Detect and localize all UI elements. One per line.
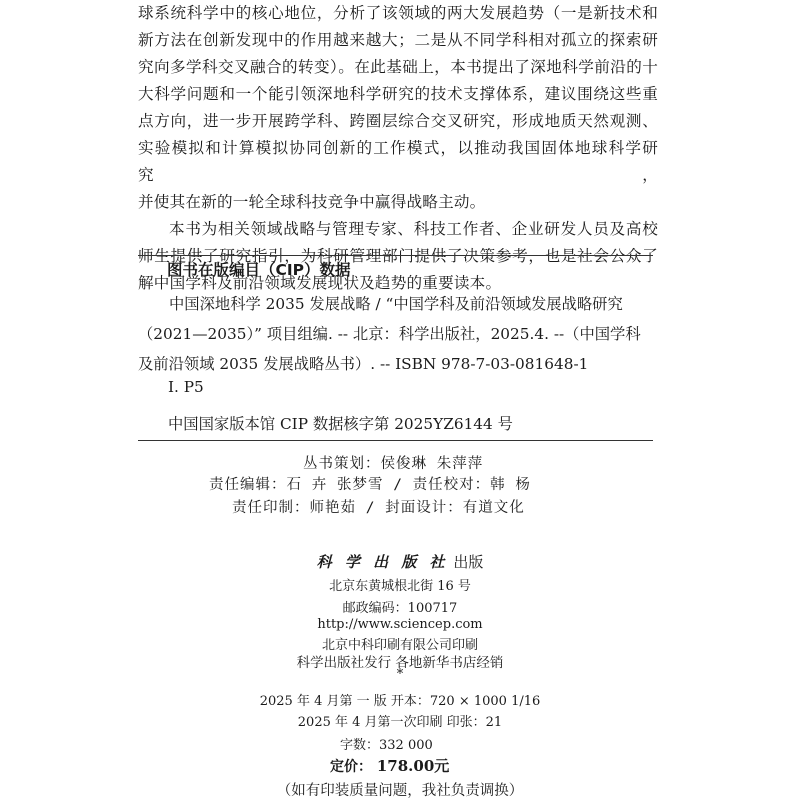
publisher-website: http://www.sciencep.com [317, 617, 483, 632]
abstract-line: 点方向，进一步开展跨学科、跨圈层综合交叉研究，形成地质天然观测、 [138, 112, 658, 130]
printer: 北京中科印刷有限公司印刷 [321, 638, 478, 653]
production-cover-design: 责任印制：师艳茹 / 封面设计：有道文化 [232, 500, 525, 516]
cip-entry-line: 中国深地科学 2035 发展战略 / “中国学科及前沿领域发展战略研究 [169, 295, 623, 313]
price-value: 178.00元 [376, 757, 450, 775]
abstract-line: 球系统科学中的核心地位，分析了该领域的两大发展趋势（一是新技术和 [138, 4, 658, 22]
cip-top-rule [138, 255, 653, 256]
cip-number: 中国国家版本馆 CIP 数据核字第 2025YZ6144 号 [168, 415, 513, 433]
cip-entry-line: 及前沿领域 2035 发展战略丛书）. -- ISBN 978-7-03-081648-1 [138, 355, 589, 373]
abstract-line: 本书为相关领域战略与管理专家、科技工作者、企业研发人员及高校 [169, 220, 658, 238]
publisher-logo: 科 学 出 版 社 [316, 553, 449, 571]
abstract-line: 解中国学科及前沿领域发展现状及趋势的重要读本。 [138, 274, 502, 292]
word-count: 字数：332 000 [340, 738, 433, 753]
abstract-line: 并使其在新的一轮全球科技竞争中赢得战略主动。 [138, 193, 486, 211]
price [330, 755, 449, 776]
publisher-postcode: 邮政编码：100717 [342, 601, 458, 616]
edition-info: 2025 年 4 月第 一 版 开本：720 × 1000 1/16 [259, 694, 541, 709]
cip-classification: Ⅰ. P5 [168, 378, 204, 396]
distribution: 科学出版社发行 各地新华书店经销 [296, 655, 504, 671]
abstract-line: 究向多学科交叉融合的转变）。在此基础上，本书提出了深地科学前沿的十 [138, 58, 658, 76]
printing-info: 2025 年 4 月第一次印刷 印张：21 [297, 715, 503, 730]
cip-heading: 图书在版编目（CIP）数据 [167, 261, 351, 279]
cip-entry [138, 289, 658, 379]
quality-notice: （如有印装质量问题，我社负责调换） [276, 783, 524, 799]
book-abstract [138, 0, 658, 297]
abstract-line: 新方法在创新发现中的作用越来越大；二是从不同学科相对孤立的探索研 [138, 31, 658, 49]
publisher-line [0, 551, 800, 572]
publisher-address: 北京东黄城根北街 16 号 [329, 579, 471, 594]
abstract-line: 大科学问题和一个能引领深地科学研究的技术支撑体系，建议围绕这些重 [138, 85, 658, 103]
cip-entry-line: （2021—2035）” 项目组编. -- 北京：科学出版社，2025.4. --（中国学科 [138, 325, 641, 343]
editors-proofreader: 责任编辑：石 卉 张梦雪 / 责任校对：韩 杨 [209, 477, 531, 493]
price-label: 定价： [330, 759, 372, 775]
cip-bottom-rule [138, 440, 653, 441]
abstract-line: 实验模拟和计算模拟协同创新的工作模式，以推动我国固体地球科学研究， [138, 139, 658, 184]
series-planner: 丛书策划：侯俊琳 朱萍萍 [303, 456, 484, 472]
abstract-line: 师生提供了研究指引，为科研管理部门提供了决策参考，也是社会公众了 [138, 247, 658, 265]
publisher-suffix: 出版 [453, 553, 484, 571]
separator-star: * [396, 667, 404, 682]
